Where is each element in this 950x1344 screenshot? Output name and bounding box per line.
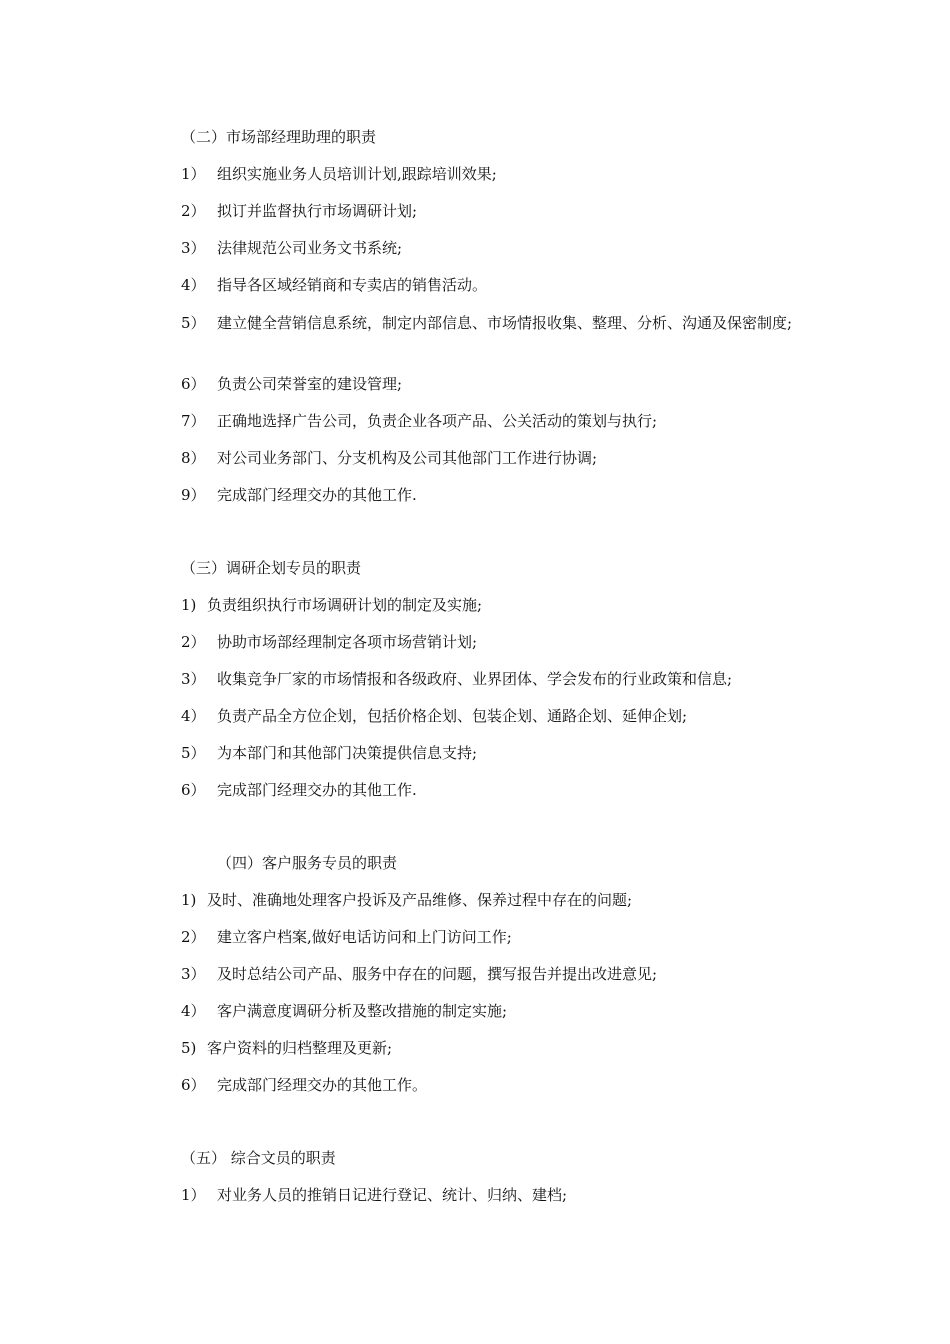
item-text: 负责组织执行市场调研计划的制定及实施; xyxy=(207,596,483,614)
item-number: 6） xyxy=(181,1076,206,1094)
list-item xyxy=(181,1185,567,1205)
item-number: 2） xyxy=(181,928,206,946)
item-text: 负责公司荣誉室的建设管理; xyxy=(217,375,403,393)
list-item xyxy=(181,1001,507,1021)
item-number: 5) xyxy=(181,1039,197,1057)
item-text: 客户资料的归档整理及更新; xyxy=(207,1039,393,1057)
item-number: 5） xyxy=(181,314,206,332)
item-number: 3） xyxy=(181,670,206,688)
list-item xyxy=(181,743,477,763)
item-number: 2） xyxy=(181,202,206,220)
item-text: 完成部门经理交办的其他工作. xyxy=(217,486,417,504)
list-item xyxy=(181,964,657,984)
item-text: 法律规范公司业务文书系统; xyxy=(217,239,403,257)
list-item xyxy=(181,374,402,394)
item-number: 1) xyxy=(181,891,197,909)
item-text: 及时总结公司产品、服务中存在的问题，撰写报告并提出改进意见; xyxy=(217,965,658,983)
item-number: 1) xyxy=(181,596,197,614)
item-text: 组织实施业务人员培训计划,跟踪培训效果; xyxy=(217,165,497,183)
section-heading-2: （二）市场部经理助理的职责 xyxy=(181,128,377,146)
item-text: 完成部门经理交办的其他工作。 xyxy=(217,1076,428,1094)
item-text: 为本部门和其他部门决策提供信息支持; xyxy=(217,744,478,762)
list-item xyxy=(181,411,657,431)
list-item xyxy=(181,890,632,910)
item-number: 3） xyxy=(181,965,206,983)
item-number: 6） xyxy=(181,375,206,393)
list-item xyxy=(181,1038,392,1058)
list-item xyxy=(181,485,417,505)
list-item xyxy=(181,669,732,689)
item-text: 负责产品全方位企划，包括价格企划、包装企划、通路企划、延伸企划; xyxy=(217,707,688,725)
item-text: 对公司业务部门、分支机构及公司其他部门工作进行协调; xyxy=(217,449,598,467)
list-item xyxy=(181,201,417,221)
section-heading-5: （五） 综合文员的职责 xyxy=(181,1149,336,1167)
list-item xyxy=(181,927,512,947)
item-number: 8） xyxy=(181,449,206,467)
item-number: 4） xyxy=(181,1002,206,1020)
item-text: 对业务人员的推销日记进行登记、统计、归纳、建档; xyxy=(217,1186,568,1204)
item-number: 9） xyxy=(181,486,206,504)
list-item xyxy=(181,595,482,615)
list-item xyxy=(181,164,497,184)
item-number: 2） xyxy=(181,633,206,651)
item-text: 协助市场部经理制定各项市场营销计划; xyxy=(217,633,478,651)
item-text: 及时、准确地处理客户投诉及产品维修、保养过程中存在的问题; xyxy=(207,891,633,909)
section-heading-4: （四）客户服务专员的职责 xyxy=(217,854,398,872)
list-item xyxy=(181,275,487,295)
item-number: 5） xyxy=(181,744,206,762)
section-heading-3: （三）调研企划专员的职责 xyxy=(181,559,362,577)
item-text: 正确地选择广告公司，负责企业各项产品、公关活动的策划与执行; xyxy=(217,412,658,430)
item-text: 建立客户档案,做好电话访问和上门访问工作; xyxy=(217,928,512,946)
item-text: 指导各区域经销商和专卖店的销售活动。 xyxy=(217,276,488,294)
item-text: 建立健全营销信息系统，制定内部信息、市场情报收集、整理、分析、沟通及保密制度; xyxy=(217,314,793,332)
item-number: 4） xyxy=(181,707,206,725)
list-item xyxy=(181,706,687,726)
item-text: 完成部门经理交办的其他工作. xyxy=(217,781,417,799)
list-item xyxy=(181,448,597,468)
list-item xyxy=(181,632,477,652)
list-item xyxy=(181,780,417,800)
item-number: 1） xyxy=(181,165,206,183)
item-number: 7） xyxy=(181,412,206,430)
item-number: 3） xyxy=(181,239,206,257)
item-text: 客户满意度调研分析及整改措施的制定实施; xyxy=(217,1002,508,1020)
list-item xyxy=(145,309,810,337)
item-text: 收集竞争厂家的市场情报和各级政府、业界团体、学会发布的行业政策和信息; xyxy=(217,670,733,688)
item-text: 拟订并监督执行市场调研计划; xyxy=(217,202,418,220)
item-number: 4） xyxy=(181,276,206,294)
item-number: 1） xyxy=(181,1186,206,1204)
list-item xyxy=(181,1075,427,1095)
list-item xyxy=(181,238,402,258)
item-number: 6） xyxy=(181,781,206,799)
